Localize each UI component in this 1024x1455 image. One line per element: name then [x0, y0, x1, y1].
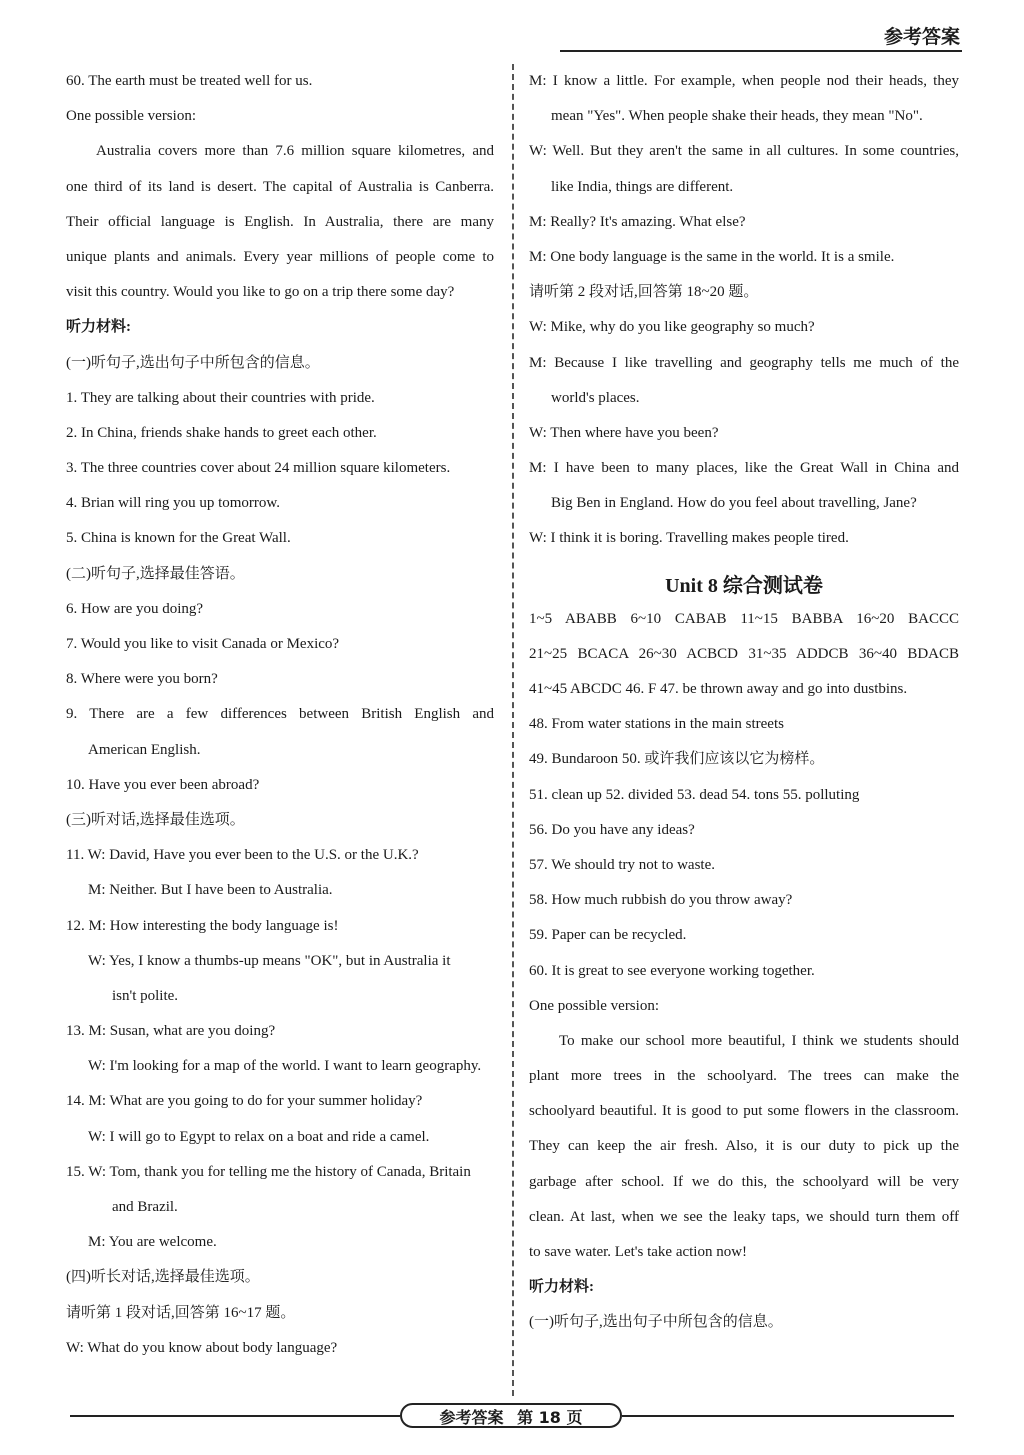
header-rule [560, 50, 962, 52]
text-line: (三)听对话,选择最佳选项。 [66, 811, 245, 828]
text-line: M: Because I like travelling and geography tells me much of the [529, 354, 959, 371]
text-line: 请听第 1 段对话,回答第 16~17 题。 [66, 1304, 296, 1321]
text-line: 2. In China, friends shake hands to greet each other. [66, 424, 377, 441]
footer-page-number: 第 18 页 [517, 1408, 583, 1427]
text-line: W: I think it is boring. Travelling makes people tired. [529, 530, 849, 547]
text-line: unique plants and animals. Every year millions of people come to [66, 248, 494, 265]
text-line: 14. M: What are you going to do for your summer holiday? [66, 1093, 423, 1110]
text-line: (一)听句子,选出句子中所包含的信息。 [66, 354, 320, 371]
text-line: 12. M: How interesting the body language is! [66, 917, 339, 934]
text-line: 51. clean up 52. divided 53. dead 54. tons 55. polluting [529, 786, 860, 803]
text-line: 21~25 BCACA 26~30 ACBCD 31~35 ADDCB 36~40 BDACB [529, 645, 959, 662]
text-line: 60. The earth must be treated well for us. [66, 73, 313, 89]
footer-rule-right [622, 1415, 954, 1417]
text-line: One possible version: [529, 997, 659, 1014]
text-line: 49. Bundaroon 50. 或许我们应该以它为榜样。 [529, 751, 825, 768]
text-line: to save water. Let's take action now! [529, 1244, 748, 1260]
header-title: 参考答案 [883, 26, 960, 48]
text-line: schoolyard beautiful. It is good to put some flowers in the classroom. [529, 1103, 959, 1120]
text-line: world's places. [551, 389, 640, 406]
text-line: 3. The three countries cover about 24 million square kilometers. [66, 460, 451, 477]
text-line: 10. Have you ever been abroad? [66, 776, 260, 793]
text-line: isn't polite. [112, 987, 179, 1004]
text-line: 听力材料: [66, 319, 131, 336]
text-line: M: I have been to many places, like the Great Wall in China and [529, 460, 959, 477]
text-line: 60. It is great to see everyone working together. [529, 962, 815, 979]
text-line: 请听第 2 段对话,回答第 18~20 题。 [529, 284, 759, 301]
text-line: plant more trees in the schoolyard. The trees can make the [529, 1068, 959, 1085]
text-line: 4. Brian will ring you up tomorrow. [66, 495, 281, 512]
text-line: To make our school more beautiful, I think we students should [559, 1032, 959, 1049]
text-line: garbage after school. If we do this, the schoolyard will be very [529, 1173, 959, 1190]
footer-page-label [400, 1403, 622, 1428]
text-line: 13. M: Susan, what are you doing? [66, 1023, 276, 1040]
text-line: 6. How are you doing? [66, 600, 204, 617]
text-line: (四)听长对话,选择最佳选项。 [66, 1269, 260, 1286]
text-line: clean. At last, when we see the leaky taps, we should turn them off [529, 1208, 959, 1225]
text-line: 11. W: David, Have you ever been to the U.S. or the U.K.? [66, 847, 419, 864]
section-heading: Unit 8 综合测试卷 [665, 574, 823, 597]
text-line: M: Really? It's amazing. What else? [529, 213, 746, 230]
column-divider [512, 64, 514, 1396]
text-line: Their official language is English. In Australia, there are many [66, 213, 494, 230]
text-line: Australia covers more than 7.6 million square kilometres, and [96, 143, 494, 160]
text-line: W: Mike, why do you like geography so much? [529, 319, 815, 336]
footer-rule-left [70, 1415, 400, 1417]
text-line: 48. From water stations in the main streets [529, 716, 784, 733]
text-line: 听力材料: [529, 1279, 594, 1296]
text-line: 7. Would you like to visit Canada or Mexico? [66, 636, 340, 652]
text-line: 58. How much rubbish do you throw away? [529, 892, 793, 909]
text-line: 41~45 ABCDC 46. F 47. be thrown away and go into dustbins. [529, 681, 908, 697]
text-line: M: One body language is the same in the world. It is a smile. [529, 248, 895, 265]
text-line: (二)听句子,选择最佳答语。 [66, 565, 245, 582]
left-column [66, 64, 494, 1366]
footer-label-text: 参考答案 [439, 1408, 504, 1427]
text-line: W: I will go to Egypt to relax on a boat and ride a camel. [88, 1128, 430, 1145]
text-line: 9. There are a few differences between British English and [66, 706, 494, 723]
text-line: W: Well. But they aren't the same in all cultures. In some countries, [529, 143, 959, 160]
text-line: 15. W: Tom, thank you for telling me the history of Canada, Britain [66, 1163, 471, 1180]
text-line: M: Neither. But I have been to Australia. [88, 882, 333, 899]
text-line: W: Then where have you been? [529, 424, 719, 441]
text-line: and Brazil. [112, 1199, 178, 1215]
text-line: W: Yes, I know a thumbs-up means "OK", but in Australia it [88, 952, 451, 969]
text-line: 1~5 ABABB 6~10 CABAB 11~15 BABBA 16~20 BACCC [529, 610, 959, 627]
text-line: M: You are welcome. [88, 1234, 217, 1251]
text-line: one third of its land is desert. The capital of Australia is Canberra. [66, 178, 494, 195]
text-line: W: I'm looking for a map of the world. I want to learn geography. [88, 1058, 482, 1075]
text-line: mean "Yes". When people shake their heads, they mean "No". [551, 108, 923, 125]
text-line: (一)听句子,选出句子中所包含的信息。 [529, 1314, 783, 1331]
text-line: 57. We should try not to waste. [529, 856, 715, 873]
text-line: 59. Paper can be recycled. [529, 927, 687, 944]
text-line: 56. Do you have any ideas? [529, 821, 695, 838]
text-line: W: What do you know about body language? [66, 1339, 338, 1356]
text-line: One possible version: [66, 108, 196, 125]
text-line: 5. China is known for the Great Wall. [66, 530, 291, 547]
text-line: They can keep the air fresh. Also, it is our duty to pick up the [529, 1138, 959, 1155]
text-line: 1. They are talking about their countries with pride. [66, 389, 375, 406]
text-line: 8. Where were you born? [66, 671, 218, 688]
text-line: Big Ben in England. How do you feel about travelling, Jane? [551, 495, 917, 512]
text-line: like India, things are different. [551, 178, 734, 195]
right-column [529, 64, 959, 1341]
text-line: American English. [88, 741, 201, 758]
text-line: M: I know a little. For example, when people nod their heads, they [529, 73, 959, 89]
text-line: visit this country. Would you like to go on a trip there some day? [66, 284, 455, 301]
